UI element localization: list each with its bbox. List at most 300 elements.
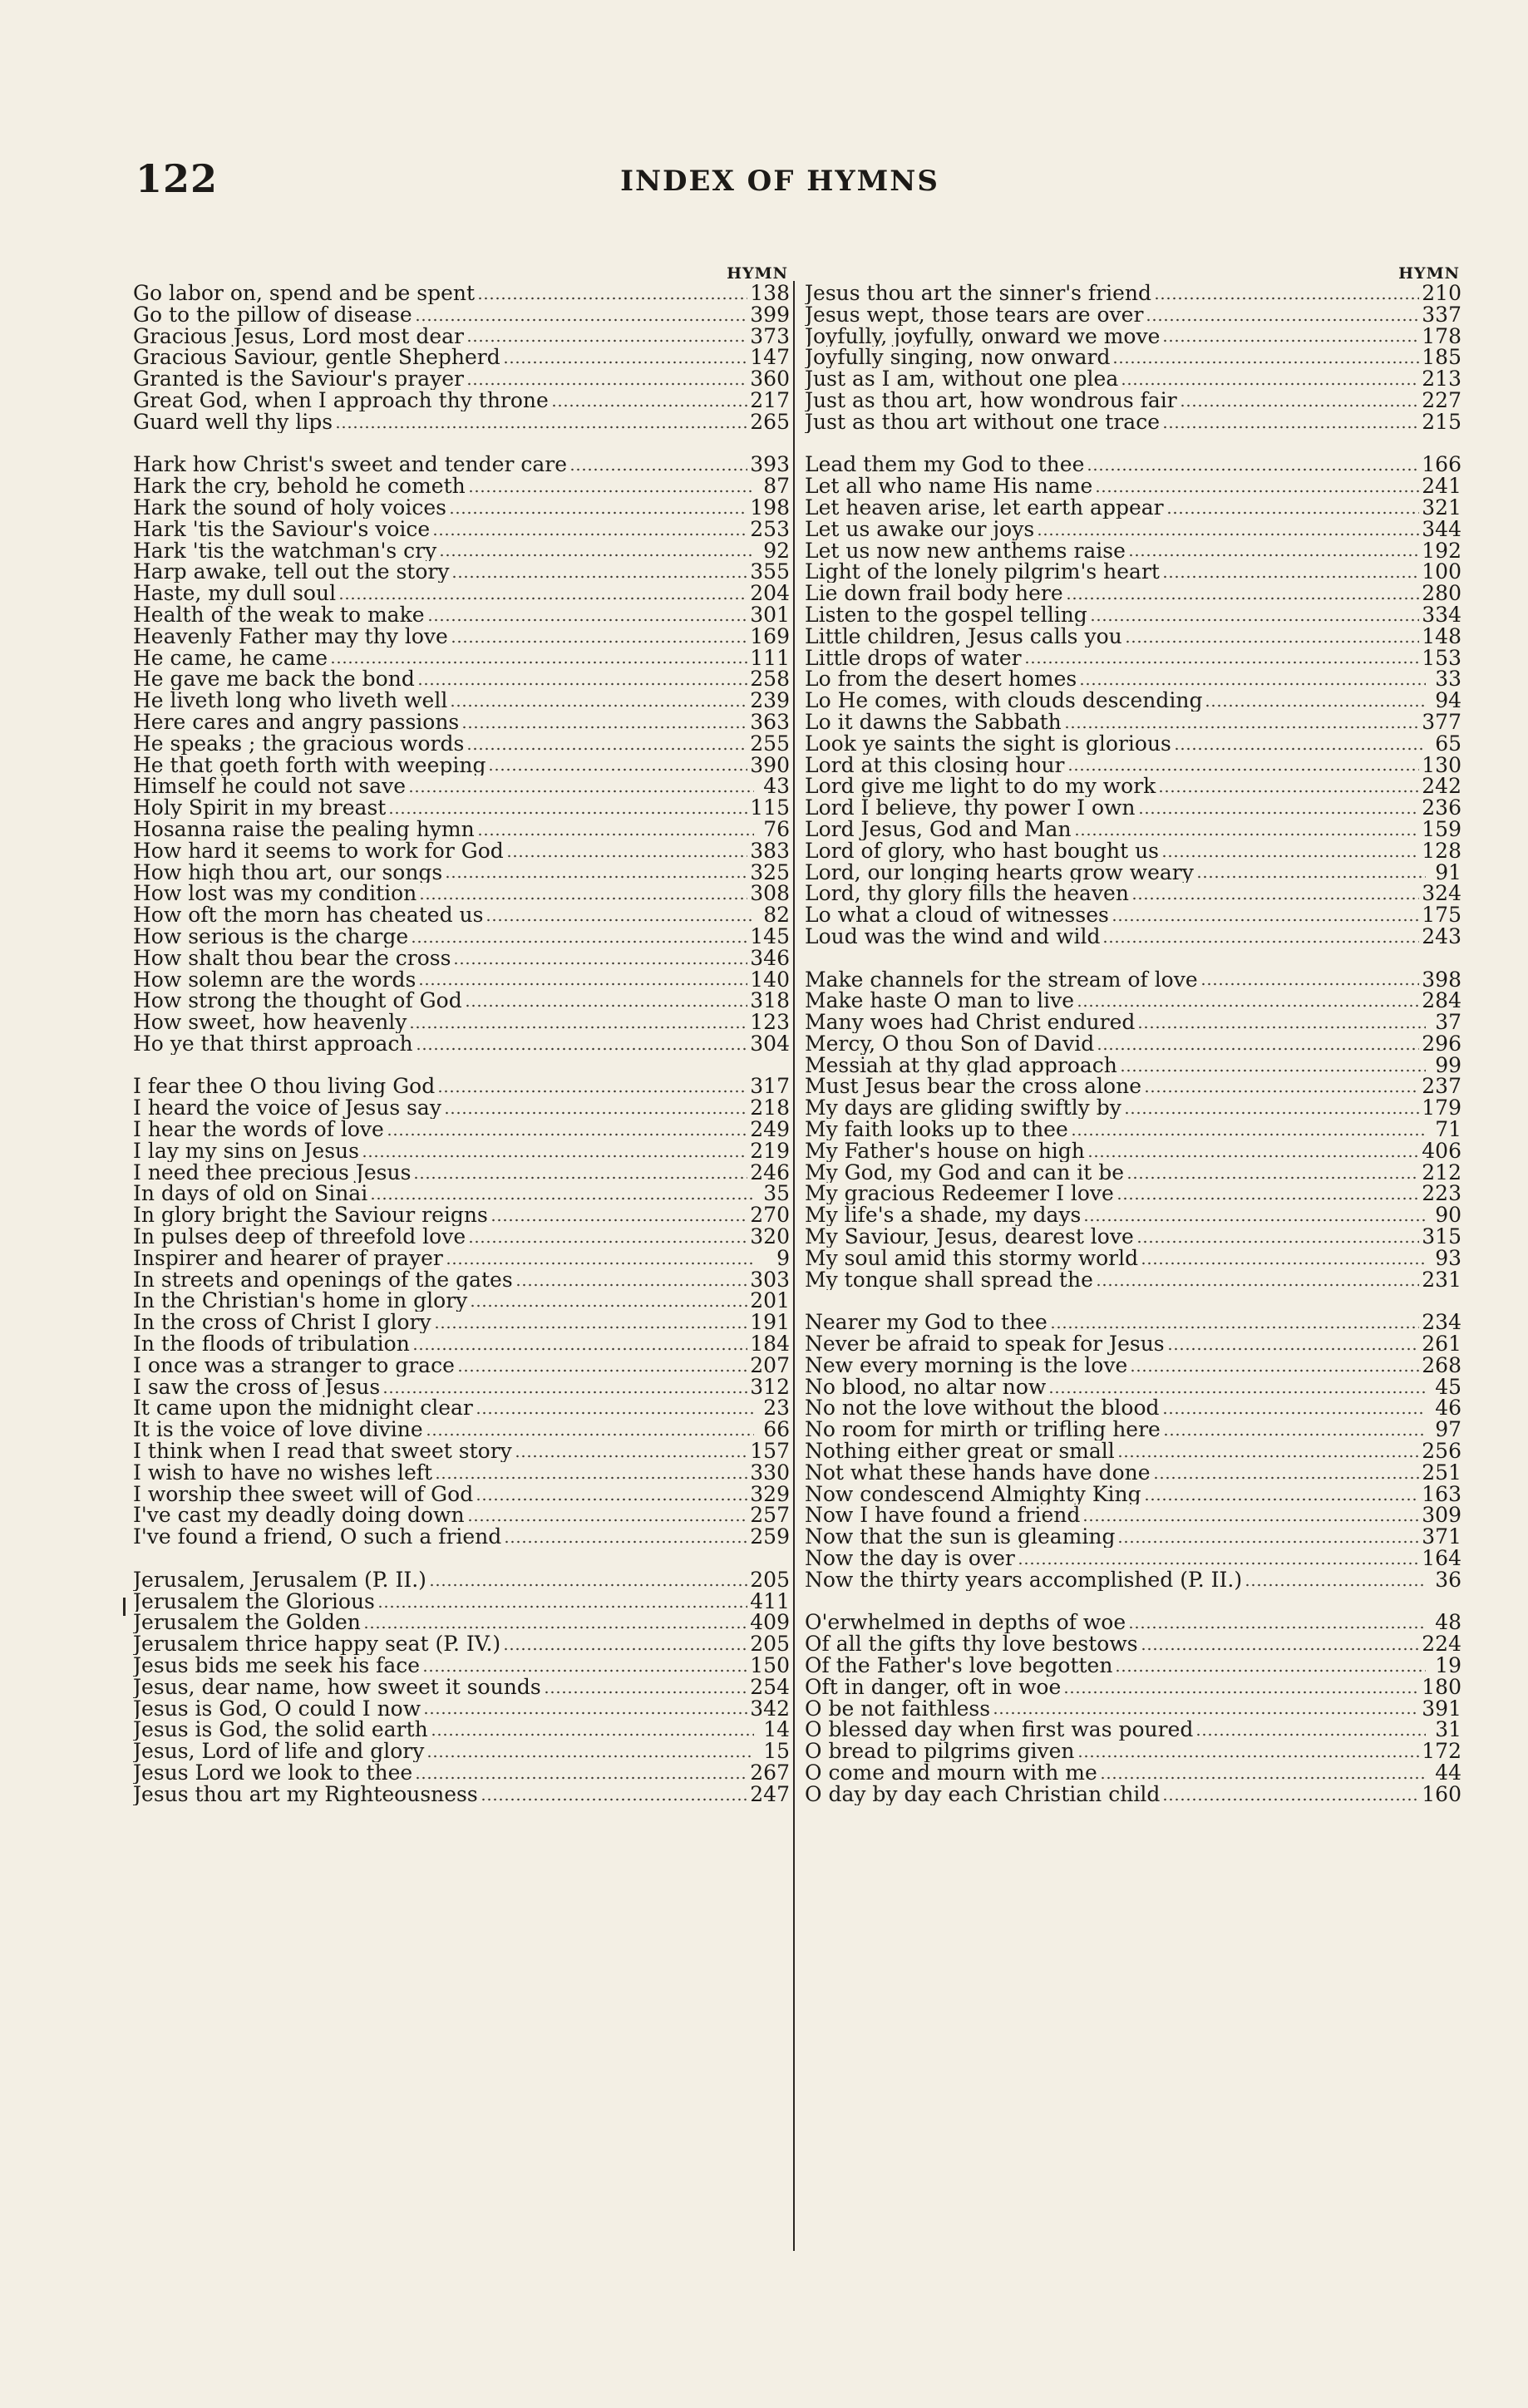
dot-leader [1162,339,1419,342]
hymn-title: Lord Jesus, God and Man [805,818,1072,840]
index-entry [805,1033,1461,1055]
index-entry [133,1397,790,1419]
hymn-number: 301 [750,603,790,626]
hymn-title: I think when I read that sweet story [133,1440,512,1462]
dot-leader [477,833,754,836]
hymn-number: 169 [750,625,790,648]
hymn-title: He liveth long who liveth well [133,690,448,712]
dot-leader [1162,1411,1426,1415]
index-entry [133,347,790,368]
index-entry [805,519,1461,540]
dot-leader [468,490,754,493]
hymn-title: Lo He comes, with clouds descending [805,690,1203,712]
index-entry [805,561,1461,583]
dot-leader [1115,1669,1426,1672]
hymn-number: 342 [750,1697,790,1720]
hymn-title: How oft the morn has cheated us [133,904,484,926]
index-entry [133,1569,790,1591]
index-entry [133,1784,790,1805]
hymn-number: 267 [750,1761,790,1784]
index-entry [133,1526,790,1548]
dot-leader [481,1798,748,1801]
dot-leader [439,554,754,557]
index-entry [133,840,790,862]
dot-leader [1138,811,1420,815]
hymn-title: He gave me back the bond [133,668,415,691]
index-entry [133,819,790,840]
hymn-number: 159 [1422,818,1461,840]
hymn-number: 391 [1422,1697,1461,1720]
hymn-number: 259 [750,1526,790,1549]
hymn-title: Lord of glory, who hast bought us [805,840,1160,862]
hymn-number: 205 [750,1633,790,1655]
hymn-title: How shalt thou bear the cross [133,947,451,969]
hymn-number: 234 [1422,1312,1461,1334]
hymn-title: Must Jesus bear the cross alone [805,1076,1141,1098]
hymn-number: 330 [750,1461,790,1484]
hymn-title: Of all the gifts thy love bestows [805,1633,1138,1655]
hymn-number: 227 [1422,389,1461,411]
hymn-title: Great God, when I approach thy throne [133,389,549,411]
index-entry [133,1633,790,1655]
hymn-number: 99 [1435,1054,1461,1076]
hymn-number: 218 [750,1097,790,1120]
dot-leader [490,1219,747,1222]
index-entry [805,1612,1461,1633]
dot-leader [457,1369,747,1372]
group-gap [133,1055,790,1076]
dot-leader [1124,1111,1419,1115]
column-header: HYMN [1398,264,1460,283]
dot-leader [466,339,747,342]
index-entry [805,648,1461,669]
hymn-number: 35 [763,1183,790,1205]
index-entry [133,776,790,797]
hymn-title: Jesus, dear name, how sweet it sounds [133,1676,541,1698]
hymn-number: 45 [1435,1376,1461,1398]
column-header: HYMN [727,264,788,283]
hymn-number: 346 [750,947,790,969]
group-gap [805,948,1461,969]
hymn-title: Jerusalem the Golden [133,1612,361,1634]
hymn-title: In the floods of tribulation [133,1333,410,1355]
index-entry [805,390,1461,411]
dot-leader [1100,1776,1426,1780]
dot-leader [515,1283,748,1287]
hymn-number: 236 [1422,797,1461,819]
index-entry [805,326,1461,347]
index-entry [805,904,1461,926]
dot-leader [1131,897,1419,900]
hymn-number: 172 [1422,1741,1461,1762]
hymn-number: 270 [750,1204,790,1227]
hymn-number: 93 [1435,1247,1461,1269]
hymn-number: 409 [750,1612,790,1634]
index-entry [805,926,1461,948]
hymn-number: 123 [750,1012,790,1033]
dot-leader [503,361,748,364]
hymn-title: He that goeth forth with weeping [133,754,486,776]
hymn-title: Little children, Jesus calls you [805,625,1122,648]
hymn-title: Mercy, O thou Son of David [805,1032,1095,1055]
hymn-title: In days of old on Sinai [133,1183,368,1205]
hymn-title: Jerusalem the Glorious [133,1590,375,1613]
dot-leader [468,1240,747,1243]
hymn-title: Lo it dawns the Sabbath [805,711,1062,733]
hymn-number: 223 [1422,1183,1461,1205]
hymn-title: Guard well thy lips [133,411,333,433]
dot-leader [551,404,747,407]
hymn-title: Nearer my God to thee [805,1312,1047,1334]
index-entry [133,1376,790,1398]
hymn-number: 111 [750,647,790,669]
hymn-number: 303 [750,1268,790,1291]
hymn-title: Just as thou art, how wondrous fair [805,389,1177,411]
index-entry [133,390,790,411]
index-entry [133,1097,790,1119]
hymn-title: Now I have found a friend [805,1504,1081,1527]
dot-leader [338,597,747,600]
hymn-number: 166 [1422,454,1461,476]
index-entry [805,776,1461,797]
hymn-title: New every morning is the love [805,1354,1128,1376]
hymn-title: Holy Spirit in my breast [133,797,387,819]
hymn-title: Hark 'tis the watchman's cry [133,539,437,562]
dot-leader [1083,1219,1426,1222]
dot-leader [377,1605,747,1608]
hymn-title: No not the love without the blood [805,1397,1160,1420]
hymn-number: 204 [750,583,790,604]
hymn-title: Gracious Saviour, gentle Shepherd [133,347,500,369]
hymn-title: My days are gliding swiftly by [805,1097,1121,1120]
dot-leader [1141,1262,1426,1265]
index-entry [133,1248,790,1269]
hymn-title: I fear thee O thou living God [133,1076,436,1098]
dot-leader [363,1626,747,1629]
hymn-number: 138 [750,283,790,304]
dot-leader [451,575,747,579]
dot-leader [419,897,747,900]
hymn-number: 147 [750,347,790,369]
hymn-title: How hard it seems to work for God [133,840,504,862]
hymn-number: 66 [763,1419,790,1441]
hymn-title: Joyfully, joyfully, onward we move [805,325,1161,347]
dot-leader [335,426,747,429]
hymn-number: 87 [763,475,790,497]
hymn-title: Haste, my dull soul [133,583,337,604]
dot-leader [569,468,747,471]
dot-leader [1112,361,1419,364]
dot-leader [412,1347,747,1351]
dot-leader [1144,1498,1420,1501]
index-entry [133,1698,790,1720]
index-entry [133,1655,790,1677]
hymn-title: Never be afraid to speak for Jesus [805,1333,1165,1355]
index-entry [133,926,790,948]
dot-leader [370,1197,754,1200]
index-entry [133,1312,790,1333]
dot-leader [1153,1476,1420,1480]
dot-leader [1066,597,1420,600]
index-entry [133,1012,790,1033]
hymn-title: Oft in danger, oft in woe [805,1676,1062,1698]
index-entry [805,1677,1461,1698]
dot-leader [409,1026,747,1029]
index-entry [805,1569,1461,1591]
dot-leader [434,1326,748,1329]
hymn-number: 254 [750,1676,790,1698]
index-entry [805,1012,1461,1033]
hymn-number: 212 [1422,1161,1461,1184]
hymn-title: It came upon the midnight clear [133,1397,473,1420]
index-entry [805,797,1461,819]
index-entry [805,1419,1461,1440]
index-entry [805,411,1461,433]
hymn-number: 90 [1435,1204,1461,1227]
dot-leader [449,511,747,515]
hymn-title: I once was a stranger to grace [133,1354,455,1376]
index-entry [133,1269,790,1291]
hymn-number: 92 [763,539,790,562]
dot-leader [388,811,747,815]
dot-leader [488,768,747,771]
index-entry [805,1269,1461,1291]
dot-leader [1090,618,1419,622]
dot-leader [362,1155,747,1158]
hymn-number: 363 [750,711,790,733]
dot-leader [1079,682,1426,686]
hymn-title: Jesus is God, the solid earth [133,1719,428,1741]
hymn-number: 318 [750,990,790,1012]
index-entry [133,948,790,969]
dot-leader [515,1455,747,1458]
index-entry [805,626,1461,648]
hymn-number: 231 [1422,1268,1461,1291]
index-entry [805,540,1461,562]
hymn-title: Look ye saints the sight is glorious [805,732,1171,755]
index-entry [805,1397,1461,1419]
hymn-title: Lord at this closing hour [805,754,1065,776]
hymn-number: 46 [1435,1397,1461,1420]
index-entry [805,304,1461,326]
hymn-number: 43 [763,776,790,798]
hymn-title: I hear the words of love [133,1119,384,1140]
index-entry [805,347,1461,368]
dot-leader [429,1583,747,1587]
index-entry [133,1484,790,1505]
hymn-number: 207 [750,1354,790,1376]
hymn-title: How solemn are the words [133,968,417,991]
index-entry [805,1548,1461,1569]
hymn-title: My Saviour, Jesus, dearest love [805,1226,1134,1248]
dot-leader [1024,661,1420,664]
dot-leader [1117,1455,1420,1458]
hymn-number: 130 [1422,754,1461,776]
hymn-title: Jesus, Lord of life and glory [133,1741,425,1762]
hymn-title: How strong the thought of God [133,990,462,1012]
index-entry [133,797,790,819]
dot-leader [1205,704,1426,707]
hymn-number: 315 [1422,1226,1461,1248]
hymn-number: 337 [1422,303,1461,326]
index-entry [133,990,790,1012]
dot-leader [466,382,747,386]
hymn-title: Messiah at thy glad approach [805,1054,1117,1076]
index-entry [133,1741,790,1762]
hymn-number: 325 [750,861,790,884]
dot-leader [1200,982,1420,986]
hymn-title: Hark the sound of holy voices [133,496,446,519]
hymn-title: Not what these hands have done [805,1461,1151,1484]
index-entry [805,454,1461,475]
group-gap [805,433,1461,455]
index-entry [133,1076,790,1097]
hymn-title: O bread to pilgrims given [805,1741,1075,1762]
hymn-number: 239 [750,690,790,712]
index-entry [805,1097,1461,1119]
index-entry [805,668,1461,690]
hymn-title: Let all who name His name [805,475,1093,497]
dot-leader [1141,1647,1420,1651]
hymn-number: 258 [750,668,790,691]
dot-leader [1064,726,1420,729]
index-entry [805,840,1461,862]
index-entry [133,712,790,733]
dot-leader [1245,1583,1426,1587]
index-entry [805,1526,1461,1548]
hymn-title: Lo from the desert homes [805,668,1077,691]
dot-leader [451,640,747,643]
hymn-number: 224 [1422,1633,1461,1655]
hymn-number: 31 [1435,1719,1461,1741]
hymn-number: 178 [1422,325,1461,347]
hymn-title: Nothing either great or small [805,1440,1115,1462]
index-entry [805,1462,1461,1484]
hymn-number: 242 [1422,776,1461,798]
hymn-number: 237 [1422,1076,1461,1098]
dot-leader [1196,875,1426,879]
hymn-title: Hark how Christ's sweet and tender care [133,454,568,476]
hymn-title: My soul amid this stormy world [805,1247,1139,1269]
dot-leader [444,1111,747,1115]
hymn-number: 249 [750,1119,790,1140]
index-entry [133,1440,790,1462]
hymn-title: Gracious Jesus, Lord most dear [133,325,465,347]
hymn-title: In glory bright the Saviour reigns [133,1204,488,1227]
hymn-title: Jesus thou art the sinner's friend [805,283,1152,304]
index-entry [805,1762,1461,1784]
hymn-number: 280 [1422,583,1461,604]
hymn-title: Now condescend Almighty King [805,1483,1141,1505]
hymn-number: 175 [1422,904,1461,926]
dot-leader [1128,554,1419,557]
dot-leader [1167,1347,1420,1351]
index-entry [133,475,790,497]
index-entry [805,733,1461,755]
index-entry [133,1719,790,1741]
dot-leader [1125,640,1420,643]
group-gap [133,1548,790,1569]
index-entry [133,411,790,433]
hymn-number: 304 [750,1032,790,1055]
index-entry [133,1355,790,1376]
hymn-title: Lord, our longing hearts grow weary [805,861,1194,884]
index-entry [805,1119,1461,1140]
hymn-title: He speaks ; the gracious words [133,732,465,755]
hymn-number: 309 [1422,1504,1461,1527]
dot-leader [476,1411,754,1415]
index-entry [805,604,1461,626]
hymn-title: Let us now new anthems raise [805,539,1126,562]
dot-leader [465,1004,748,1007]
index-entry [133,304,790,326]
index-entry [133,454,790,475]
dot-leader [426,1755,754,1758]
dot-leader [437,1090,747,1093]
index-entry [133,862,790,884]
hymn-title: Granted is the Saviour's prayer [133,368,465,390]
dot-leader [1162,426,1419,429]
index-entry [805,1312,1461,1333]
dot-leader [461,726,747,729]
index-entry [805,1055,1461,1076]
hymn-title: In streets and openings of the gates [133,1268,513,1291]
hymn-number: 377 [1422,711,1461,733]
hymn-number: 360 [750,368,790,390]
index-entry [133,1033,790,1055]
index-entry [805,755,1461,776]
index-entry [133,904,790,926]
index-entry [133,1290,790,1312]
index-entry [805,1719,1461,1741]
index-entry [133,648,790,669]
hymn-title: Make channels for the stream of love [805,968,1198,991]
hymn-number: 268 [1422,1354,1461,1376]
index-entry [133,690,790,712]
hymn-number: 247 [750,1783,790,1805]
hymn-number: 94 [1435,690,1461,712]
dot-leader [1130,1369,1419,1372]
index-entry [133,283,790,304]
dot-leader [1195,1733,1426,1736]
index-entry [133,1591,790,1613]
index-entry [133,1119,790,1140]
hymn-title: Jesus wept, those tears are over [805,303,1144,326]
dot-leader [1067,768,1420,771]
hymn-title: How high thou art, our songs [133,861,443,884]
hymn-number: 390 [750,754,790,776]
hymn-title: Jesus Lord we look to thee [133,1761,413,1784]
hymn-number: 329 [750,1483,790,1505]
hymn-title: Jerusalem, Jerusalem (P. II.) [133,1568,426,1591]
hymn-number: 320 [750,1226,790,1248]
hymn-number: 371 [1422,1526,1461,1549]
index-entry [805,583,1461,604]
index-entry [805,1333,1461,1355]
hymn-title: Let heaven arise, let earth appear [805,496,1164,519]
hymn-number: 82 [763,904,790,926]
dot-leader [382,1391,747,1394]
index-column-right [805,264,1461,1805]
hymn-title: In the cross of Christ I glory [133,1312,431,1334]
hymn-number: 373 [750,325,790,347]
dot-leader [466,747,747,751]
index-entry [805,368,1461,390]
page-title: INDEX OF HYMNS [620,165,939,198]
hymn-title: Inspirer and hearer of prayer [133,1247,443,1269]
hymn-number: 91 [1435,861,1461,884]
hymn-title: Now the day is over [805,1548,1015,1569]
